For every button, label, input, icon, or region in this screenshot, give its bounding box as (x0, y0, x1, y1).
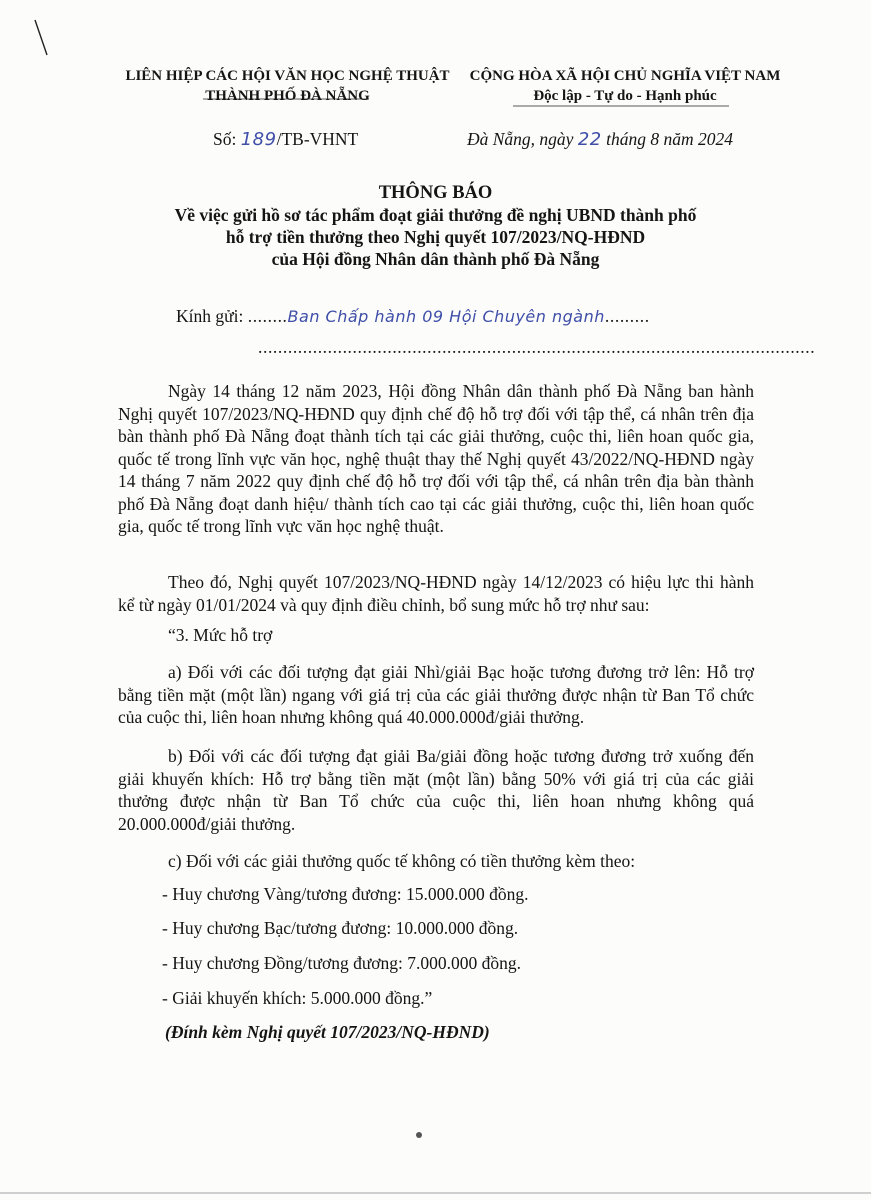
item-c: c) Đối với các giải thưởng quốc tế không có tiền thưởng kèm theo: (168, 851, 636, 871)
ink-speck (416, 1132, 422, 1138)
recipient-handwritten: Ban Chấp hành 09 Hội Chuyên ngành (287, 307, 605, 326)
document-date (467, 128, 733, 151)
national-motto: Độc lập - Tự do - Hạnh phúc (533, 88, 717, 104)
medal-silver: - Huy chương Bạc/tương đương: 10.000.000 đồng. (162, 918, 519, 938)
recipient-dots-line-2: ................................................................................................................ (258, 337, 816, 357)
medal-gold: - Huy chương Vàng/tương đương: 15.000.000 đồng. (162, 884, 529, 904)
encouragement-prize: - Giải khuyến khích: 5.000.000 đồng.” (162, 988, 433, 1008)
national-header (460, 66, 790, 106)
doc-number-label: Số: (213, 129, 237, 149)
recipient-dots-pre: ........ (247, 306, 288, 326)
medal-bronze: - Huy chương Đồng/tương đương: 7.000.000 đồng. (162, 953, 522, 973)
notice-subject-line-3: của Hội đồng Nhân dân thành phố Đà Nẵng (271, 249, 600, 269)
date-prefix: Đà Nẵng, ngày (467, 129, 574, 149)
recipient-line (176, 305, 776, 328)
recipient-label: Kính gửi: (176, 306, 244, 326)
date-suffix: tháng 8 năm 2024 (606, 129, 733, 149)
recipient-dots-post: ......... (604, 306, 650, 326)
organization-name (110, 66, 465, 106)
paragraph-resolution-intro: Ngày 14 tháng 12 năm 2023, Hội đồng Nhân dân thành phố Đà Nẵng ban hành Nghị quyết 107/2023/NQ-HĐND quy định chế độ hỗ trợ đối với tập thể, cá nhân trên địa bàn thành phố Đà Nẵng đoạt thành tích tại các giải thưởng, cuộc thi, liên hoan quốc gia, quốc tế trong lĩnh vực văn học, nghệ thuật thay thế Nghị quyết 43/2022/NQ-HĐND ngày 14 tháng 7 năm 2022 quy định chế độ hỗ trợ đối với tập thể, cá nhân trên địa bàn thành phố Đà Nẵng đoạt danh hiệu/ thành tích cao tại các giải thưởng, cuộc thi, liên hoan quốc gia, quốc tế trong lĩnh vực văn học nghệ thuật. (118, 381, 754, 536)
section-3-heading: “3. Mức hỗ trợ (168, 625, 273, 645)
notice-subject-line-1: Về việc gửi hồ sơ tác phẩm đoạt giải thưởng đề nghị UBND thành phố (174, 205, 697, 225)
date-day-handwritten: 22 (577, 129, 602, 150)
nation-title: CỘNG HÒA XÃ HỘI CHỦ NGHĨA VIỆT NAM (469, 68, 781, 84)
doc-number-suffix: /TB-VHNT (276, 129, 359, 149)
pen-stroke-mark (35, 20, 47, 55)
item-a: a) Đối với các đối tượng đạt giải Nhì/giải Bạc hoặc tương đương trở lên: Hỗ trợ bằng tiền mặt (một lần) ngang với giá trị của các giải thưởng được nhận từ Ban Tổ chức của cuộc thi, liên hoan nhưng không quá 40.000.000đ/giải thưởng. (118, 662, 754, 727)
item-b: b) Đối với các đối tượng đạt giải Ba/giải đồng hoặc tương đương trở xuống đến giải khuyến khích: Hỗ trợ bằng tiền mặt (một lần) bằng 50% với giá trị của các giải thưởng được nhận từ Ban Tổ chức của cuộc thi, liên hoan nhưng không quá 20.000.000đ/giải thưởng. (118, 746, 754, 834)
org-line-2: THÀNH PHỐ ĐÀ NẴNG (205, 88, 370, 104)
notice-title-block (80, 182, 791, 270)
attachment-note: (Đính kèm Nghị quyết 107/2023/NQ-HĐND) (165, 1022, 490, 1042)
notice-subject-line-2: hỗ trợ tiền thưởng theo Nghị quyết 107/2023/NQ-HĐND (225, 227, 646, 247)
notice-heading: THÔNG BÁO (378, 183, 493, 203)
doc-number-handwritten: 189 (240, 129, 277, 150)
document-number (213, 128, 358, 151)
org-line-1: LIÊN HIỆP CÁC HỘI VĂN HỌC NGHỆ THUẬT (125, 68, 450, 84)
paragraph-effective-date: Theo đó, Nghị quyết 107/2023/NQ-HĐND ngày 14/12/2023 có hiệu lực thi hành kể từ ngày 01/01/2024 và quy định điều chỉnh, bổ sung mức hỗ trợ như sau: (118, 572, 754, 615)
